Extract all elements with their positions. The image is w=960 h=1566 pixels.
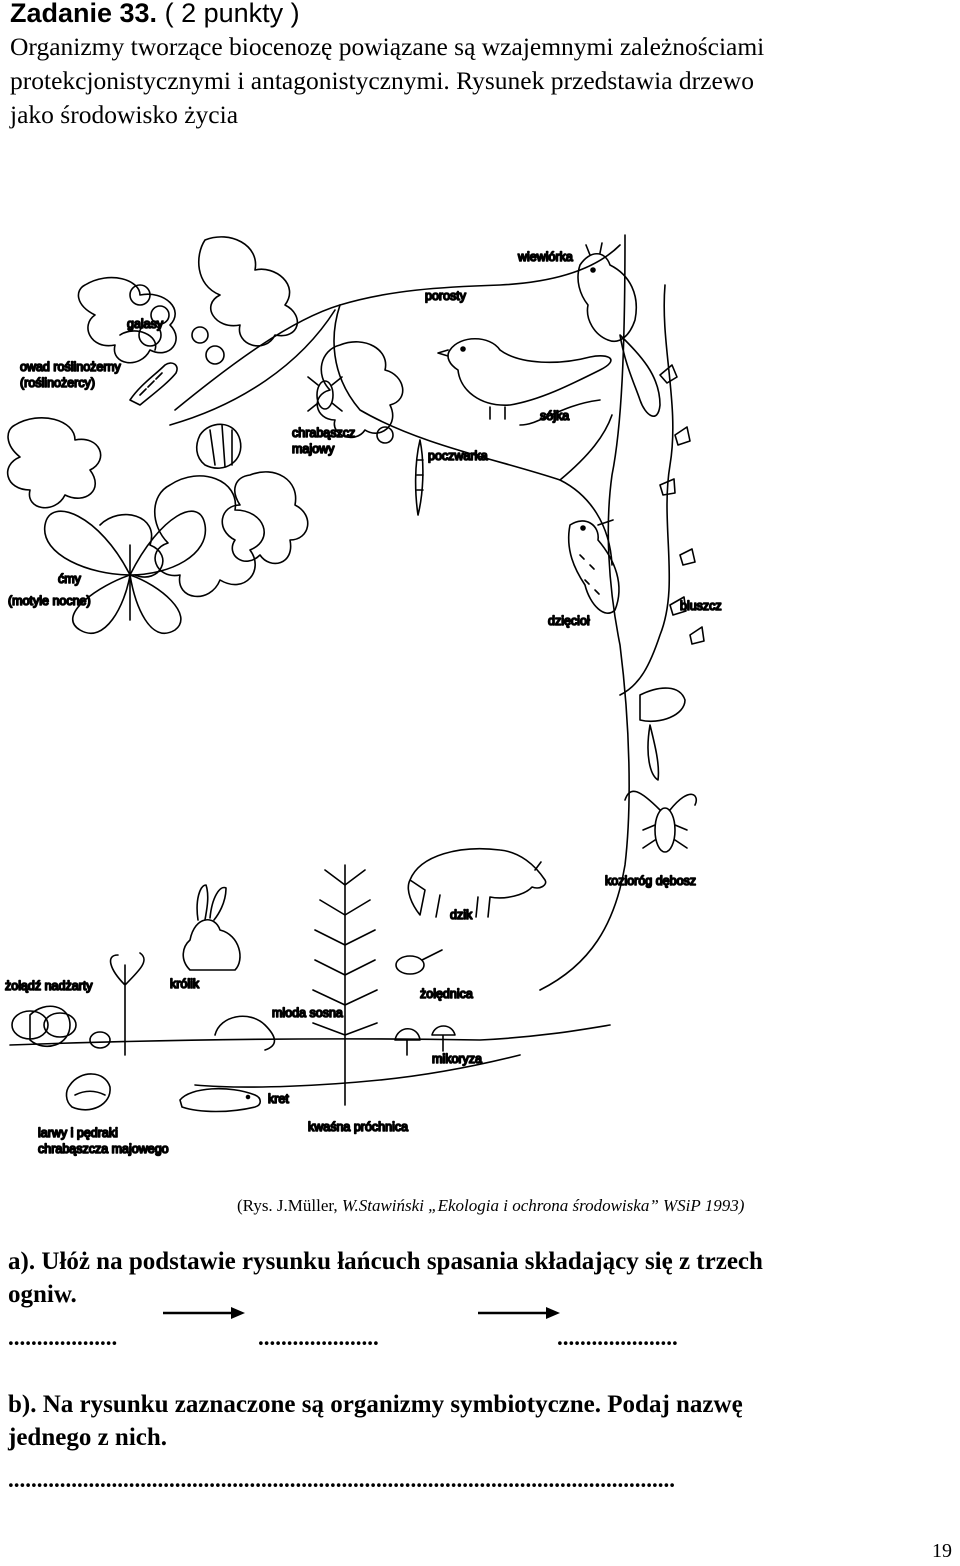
- caption-prefix: (Rys. J.Müller,: [237, 1196, 342, 1215]
- task-title: [10, 0, 300, 29]
- label-galasy: galasy: [127, 317, 164, 331]
- pupa-drawing: [416, 440, 423, 515]
- question-b-line-1: b). Na rysunku zaznaczone są organizmy symbiotyczne. Podaj nazwę: [8, 1391, 743, 1418]
- galls-drawing: [130, 285, 393, 443]
- answer-blank-2[interactable]: .....................: [258, 1325, 379, 1350]
- label-owad-1: owad roślinożerny: [20, 360, 121, 374]
- label-larwy-1: larwy i pędraki: [38, 1126, 118, 1140]
- label-zoledznica: żołędnica: [420, 987, 473, 1001]
- label-cmy-1: ćmy: [58, 572, 81, 586]
- task-intro: [10, 30, 940, 132]
- wild-boar-drawing: [408, 849, 545, 917]
- label-cmy-2: (motyle nocne): [8, 594, 91, 608]
- woodpecker-drawing: [569, 520, 619, 613]
- larva-drawing: [197, 424, 241, 468]
- label-chrabaszcz-2: majowy: [292, 442, 335, 456]
- label-prochnica: kwaśna próchnica: [308, 1120, 409, 1134]
- figure-caption: [237, 1196, 744, 1216]
- label-zoladz: żołądź nadżarty: [5, 979, 93, 993]
- answer-line-b[interactable]: ....................................................................................................................: [8, 1467, 675, 1492]
- answer-blank-1[interactable]: ...................: [8, 1325, 118, 1350]
- squirrel-drawing: [578, 243, 660, 416]
- label-wiewiorka: wiewiórka: [518, 250, 573, 264]
- tree-trunk-drawing: [170, 235, 629, 990]
- mushrooms-drawing: [395, 1026, 455, 1055]
- label-dzieciol: dzięcioł: [548, 614, 590, 628]
- label-poczwarka: poczwarka: [428, 449, 488, 463]
- oak-leaves-drawing: [8, 237, 403, 597]
- task-points: ( 2 punkty ): [164, 0, 300, 28]
- label-owad-2: (roślinożercy): [20, 376, 96, 390]
- intro-line-2: protekcjonistycznymi i antagonistycznymi. Rysunek przedstawia drzewo: [10, 66, 754, 95]
- answer-blank-3[interactable]: .....................: [557, 1325, 678, 1350]
- grubs-drawing: [30, 1006, 110, 1110]
- label-krolik: królik: [170, 977, 200, 991]
- intro-line-3: jako środowisko życia: [10, 100, 239, 129]
- intro-line-1: Organizmy tworzące biocenozę powiązane są wzajemnymi zależnościami: [10, 32, 765, 61]
- pine-sapling-drawing: [313, 865, 377, 1105]
- question-a-line-1: a). Ułóż na podstawie rysunku łańcuch spasania składający się z trzech: [8, 1248, 763, 1275]
- label-sosna: młoda sosna: [272, 1006, 343, 1020]
- caption-source: W.Stawiński „Ekologia i ochrona środowiska” WSiP 1993): [341, 1196, 745, 1215]
- arrow-right-icon: [163, 1305, 245, 1321]
- question-b: [8, 1388, 743, 1454]
- label-sojka: sójka: [540, 409, 570, 423]
- page-number: 19: [932, 1540, 952, 1562]
- label-mikoryza: mikoryza: [432, 1052, 483, 1066]
- longhorn-beetle-drawing: [625, 688, 696, 852]
- mole-drawing: [180, 1089, 260, 1112]
- question-a-line-2: ogniw.: [8, 1281, 77, 1308]
- arrow-right-icon: [478, 1305, 560, 1321]
- rabbit-drawing: [183, 885, 240, 970]
- acorn-weevil-drawing: [396, 950, 442, 974]
- label-kret: kret: [268, 1092, 289, 1106]
- oak-seedling-drawing: [12, 953, 144, 1055]
- label-chrabaszcz-1: chrabąszcz: [292, 426, 356, 440]
- question-a: [8, 1245, 763, 1311]
- label-koziorog: kozioróg dębosz: [605, 874, 697, 888]
- label-dzik: dzik: [450, 908, 473, 922]
- task-number: Zadanie 33.: [10, 0, 158, 28]
- jay-bird-drawing: [438, 339, 611, 419]
- oak-habitat-figure: [0, 225, 960, 1185]
- ivy-drawing: [620, 285, 704, 695]
- caterpillar-drawing: [130, 363, 177, 405]
- label-porosty: porosty: [425, 289, 466, 303]
- label-bluszcz: bluszcz: [680, 599, 722, 613]
- question-b-line-2: jednego z nich.: [8, 1424, 168, 1451]
- label-larwy-2: chrabąszcza majowego: [38, 1142, 169, 1156]
